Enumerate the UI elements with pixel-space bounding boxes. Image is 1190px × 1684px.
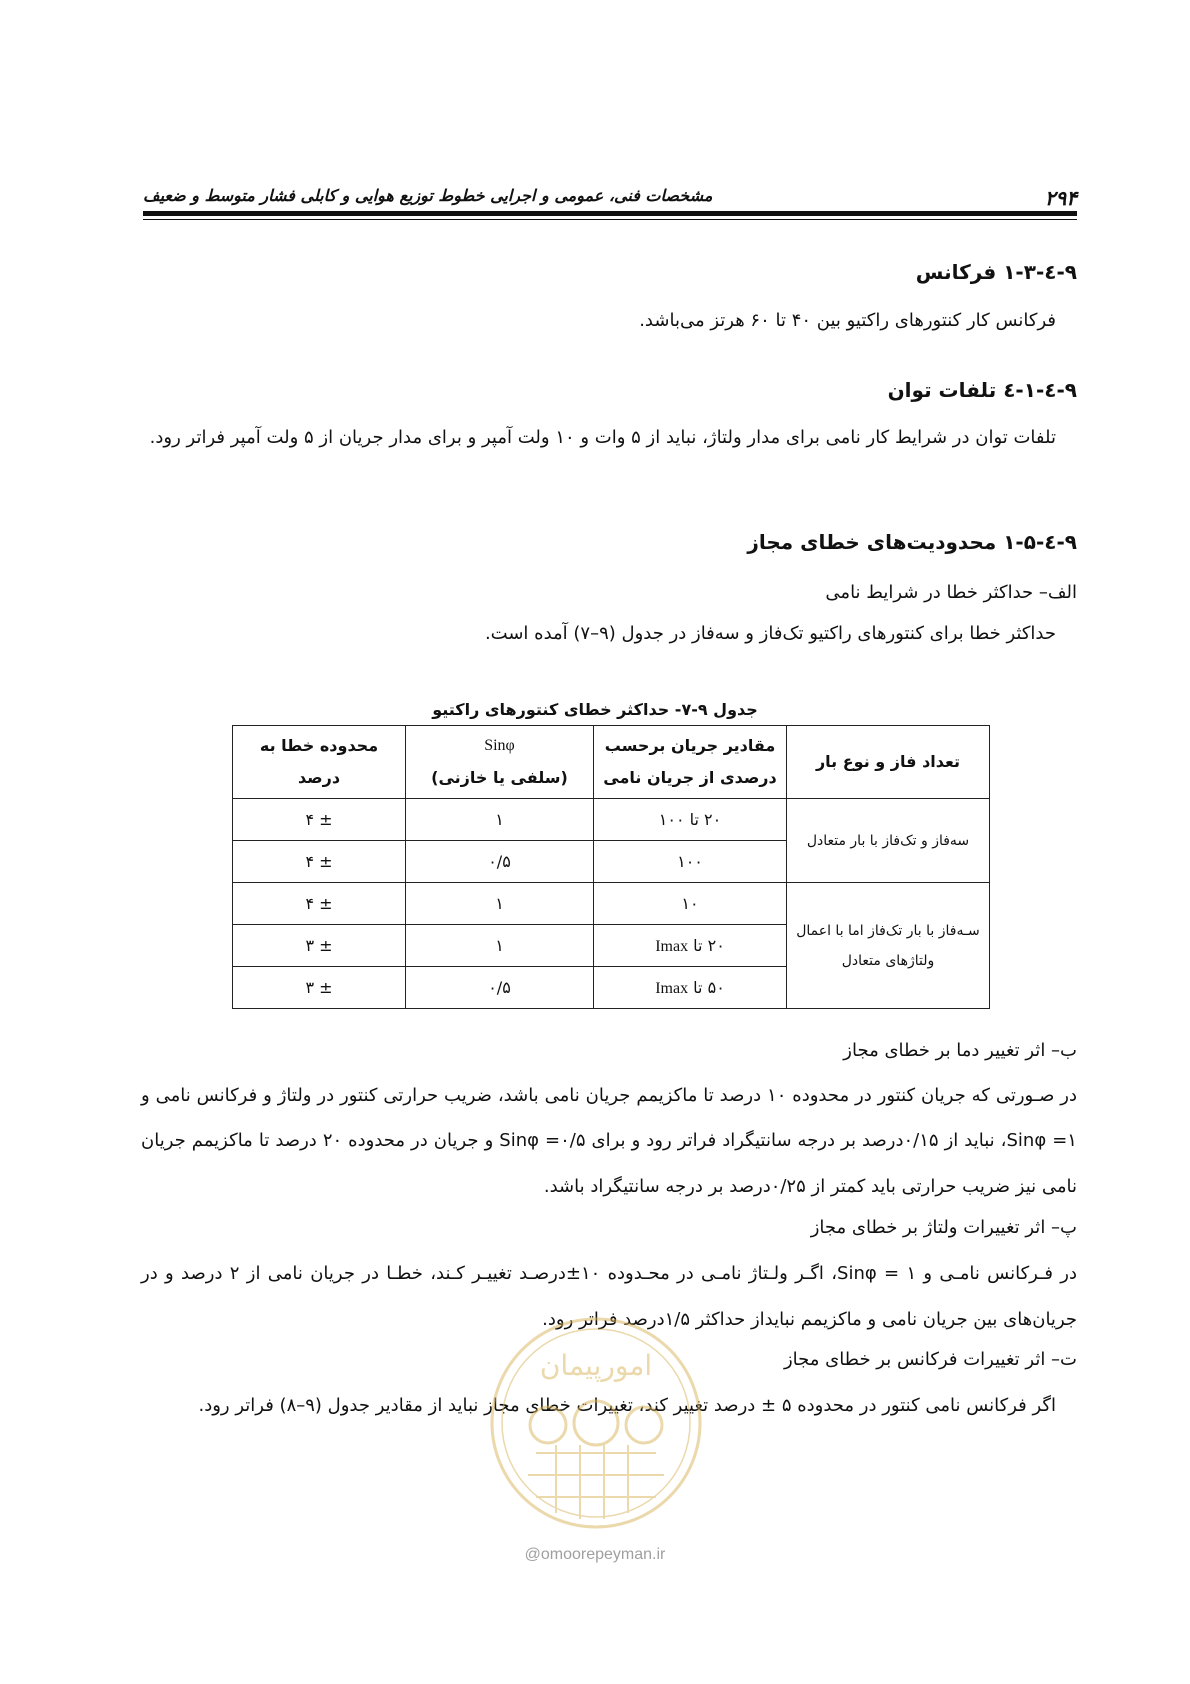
header-current-line1: مقادیر جریان برحسب (604, 736, 776, 755)
cell-current: ۲۰ تا ۱۰۰ (594, 799, 787, 841)
watermark-stamp-icon (488, 1315, 704, 1531)
cell-error: ± ۴ (233, 841, 406, 883)
cell-sin: ۱ (406, 925, 594, 967)
item-a-title: الف– حداکثر خطا در شرایط نامی (825, 582, 1077, 603)
cell-sin: ۰/۵ (406, 841, 594, 883)
header-sin-line2: (سلفی یا خازنی) (431, 768, 568, 787)
cell-current-imax: Imax (655, 979, 689, 997)
stamp-text: امورپیمان (539, 1349, 653, 1382)
item-d-title: ت– اثر تغییرات فرکانس بر خطای مجاز (783, 1349, 1077, 1370)
section-heading-frequency: ۹-٤-۱-۳ فرکانس (915, 260, 1077, 284)
cell-current-prefix: ۲۰ تا (693, 935, 725, 955)
cell-sin: ۱ (406, 883, 594, 925)
error-limits-table (232, 725, 990, 1009)
cell-current-prefix: ۵۰ تا (693, 977, 725, 997)
table-header-row (233, 726, 990, 799)
item-a-text: حداکثر خطا برای کنتورهای راکتیو تک‌فاز و سه‌فاز در جدول (۹–۷) آمده است. (484, 623, 1056, 644)
group-label-unbalanced-line1: سـه‌فاز با بار تک‌فاز اما با اعمال (796, 922, 980, 939)
section-heading-error-limits: ۹-٤-۱-۵ محدودیت‌های خطای مجاز (747, 530, 1077, 554)
cell-error: ± ۳ (233, 967, 406, 1009)
cell-current (594, 925, 787, 967)
cell-current: ۱۰۰ (594, 841, 787, 883)
header-sin-line1: Sinφ (484, 737, 515, 754)
header-rule-thin (143, 219, 1077, 220)
header-rule-thick (143, 211, 1077, 216)
cell-error: ± ۳ (233, 925, 406, 967)
group-label-unbalanced-line2: ولتاژهای متعادل (841, 952, 935, 969)
item-b-line3: نامی نیز ضریب حرارتی باید کمتر از ۰/۲۵درصد بر درجه سانتیگراد باشد. (543, 1176, 1077, 1197)
item-b-line2: Sinφ =۱، نباید از ۰/۱۵درصد بر درجه سانتیگراد فراتر رود و برای Sinφ =۰/۵ و جریان در محدوده ۲۰ درصد تا ماکزیمم جریان (141, 1130, 1077, 1151)
item-b-line1: در صـورتی که جریان کنتور در محدوده ۱۰ درصد تا ماکزیمم جریان نامی باشد، ضریب حرارتی کنتور در ولتاژ و فرکانس نامی و (141, 1085, 1077, 1106)
header-current (594, 726, 787, 799)
cell-sin: ۱ (406, 799, 594, 841)
cell-error: ± ۴ (233, 799, 406, 841)
item-c-line2: جریان‌های بین جریان نامی و ماکزیمم نبایداز حداکثر ۱/۵درصد فراتر رود. (542, 1309, 1077, 1330)
cell-current: ۱۰ (594, 883, 787, 925)
group-label-unbalanced (787, 883, 990, 1009)
header-error: محدوده خطا به درصد (233, 726, 406, 799)
header-current-line2: درصدی از جریان نامی (603, 768, 777, 787)
item-c-title: پ– اثر تغییرات ولتاژ بر خطای مجاز (810, 1217, 1077, 1238)
table-row (233, 799, 990, 841)
running-header (143, 186, 1077, 208)
item-b-title: ب– اثر تغییر دما بر خطای مجاز (843, 1040, 1077, 1061)
table-row (233, 883, 990, 925)
section-heading-power-loss: ۹-٤-۱-٤ تلفات توان (887, 378, 1077, 402)
item-c-line1: در فـرکانس نامـی و Sinφ = ۱، اگـر ولـتاژ نامـی در محـدوده ۱۰±درصـد تغییـر کـند، خطـا در جریان نامی از ۲ درصد و در (141, 1263, 1077, 1284)
watermark-site: @omoorepeyman.ir (524, 1546, 666, 1563)
cell-current-imax: Imax (655, 937, 689, 955)
cell-sin: ۰/۵ (406, 967, 594, 1009)
book-title: مشخصات فنی، عمومی و اجرایی خطوط توزیع هوایی و کابلی فشار متوسط و ضعیف (143, 186, 713, 205)
item-d-text: اگر فرکانس نامی کنتور در محدوده ۵ ± درصد تغییر کند، تغییرات خطای مجاز نباید از مقادیر جدول (۹–۸) فراتر رود. (198, 1395, 1056, 1416)
cell-error: ± ۴ (233, 883, 406, 925)
page-number: ۲۹۴ (1044, 186, 1077, 210)
group-label-balanced: سه‌فاز و تک‌فاز با بار متعادل (787, 799, 990, 883)
cell-current (594, 967, 787, 1009)
paragraph-power-loss: تلفات توان در شرایط کار نامی برای مدار ولتاژ، نباید از ۵ وات و ۱۰ ولت آمپر و برای مدار جریان از ۵ ولت آمپر فراتر رود. (149, 427, 1056, 448)
header-sin (406, 726, 594, 799)
header-phase-load: تعداد فاز و نوع بار (787, 726, 990, 799)
paragraph-frequency: فرکانس کار کنتورهای راکتیو بین ۴۰ تا ۶۰ هرتز می‌باشد. (639, 310, 1056, 331)
table-caption: جدول ۹-۷- حداکثر خطای کنتورهای راکتیو (432, 700, 758, 719)
